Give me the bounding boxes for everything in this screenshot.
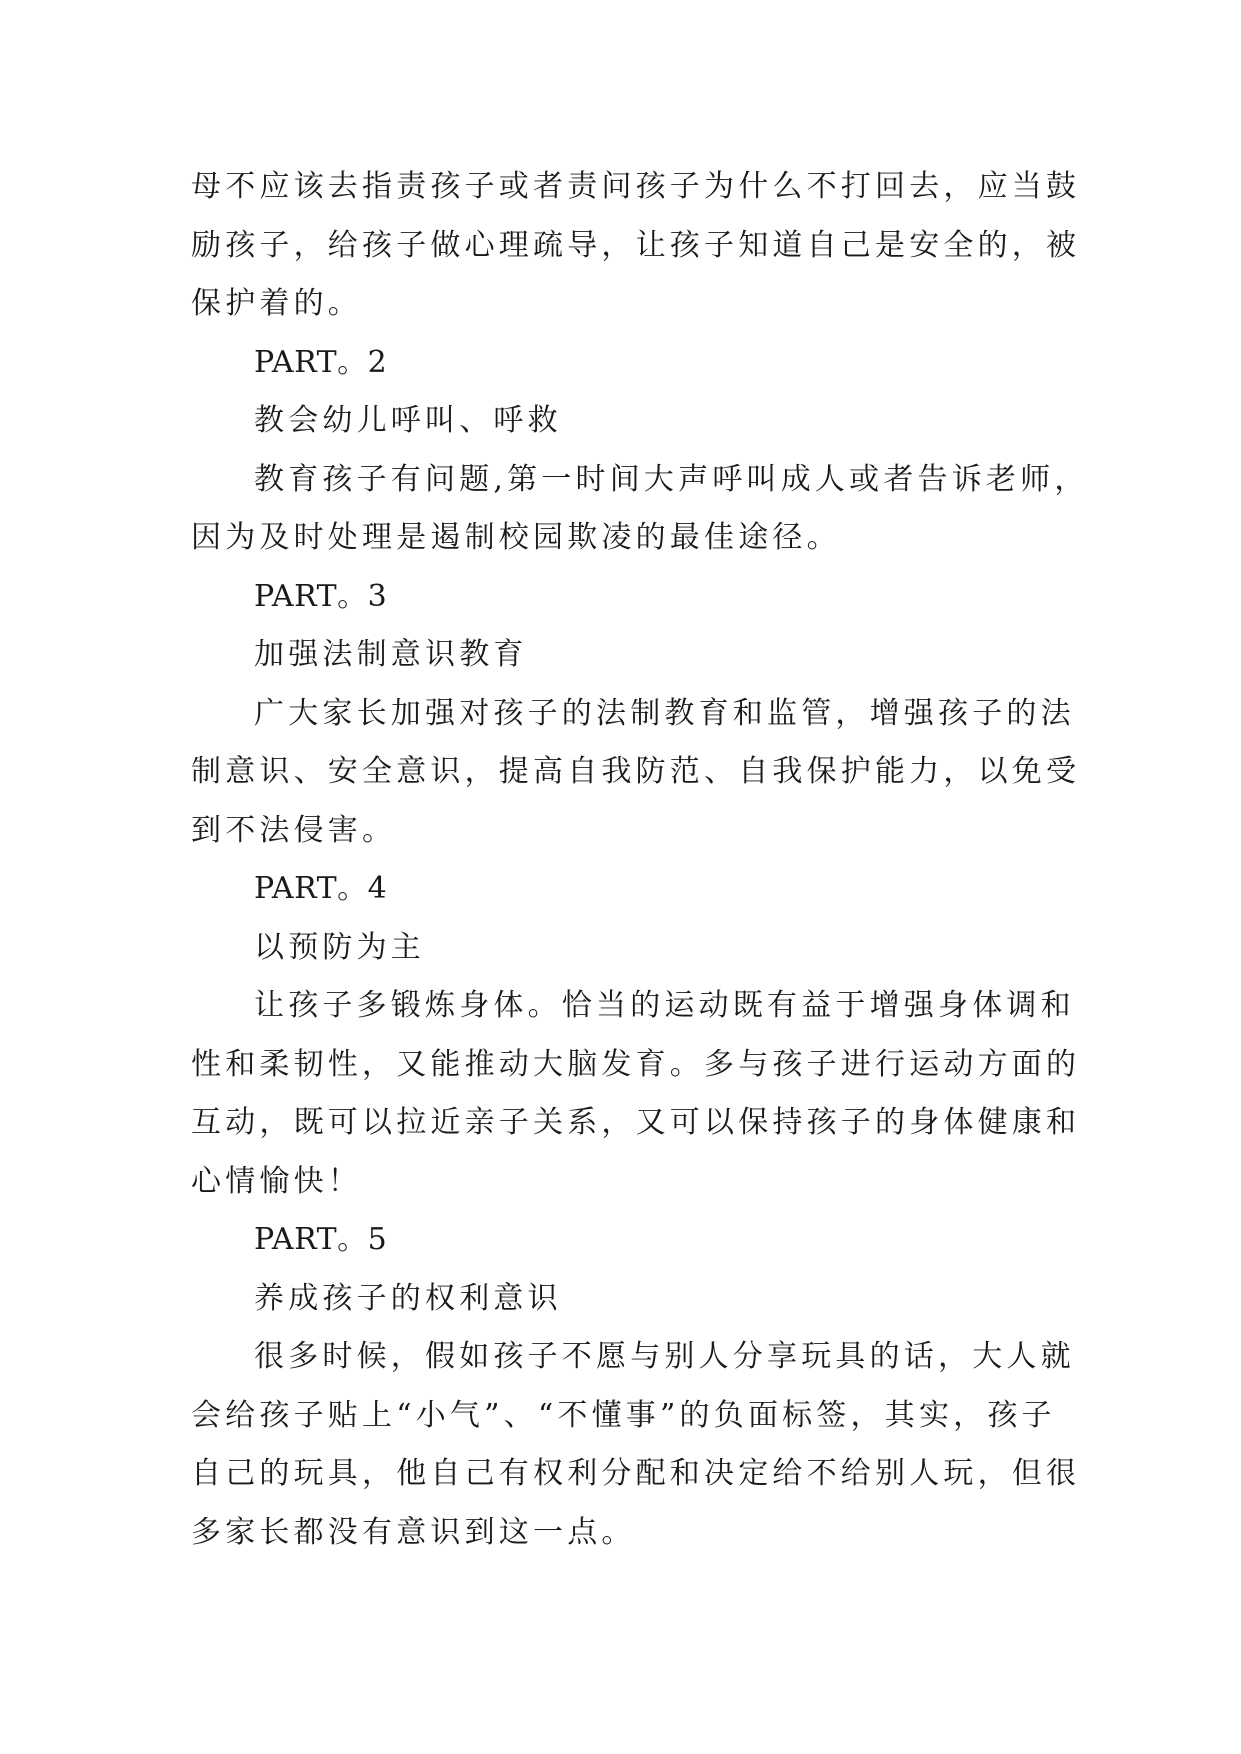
section-number: PART。4 — [254, 871, 388, 906]
paragraph-line: 母不应该去指责孩子或者责问孩子为什么不打回去，应当鼓 — [191, 169, 1081, 204]
paragraph-line: 心情愉快！ — [191, 1163, 362, 1199]
paragraph-line: 励孩子，给孩子做心理疏导，让孩子知道自己是安全的，被 — [191, 227, 1081, 263]
paragraph-line: 性和柔韧性，又能推动大脑发育。多与孩子进行运动方面的 — [191, 1046, 1081, 1082]
section-heading: 教会幼儿呼叫、呼救 — [254, 403, 562, 438]
section-number: PART。5 — [254, 1222, 388, 1257]
paragraph-line: 让孩子多锻炼身体。恰当的运动既有益于增强身体调和 — [254, 988, 1075, 1023]
section-number: PART。2 — [254, 344, 388, 380]
paragraph-line: 自己的玩具，他自己有权利分配和决定给不给别人玩，但很 — [191, 1456, 1081, 1491]
paragraph-line: 多家长都没有意识到这一点。 — [191, 1514, 636, 1550]
paragraph-line: 到不法侵害。 — [191, 812, 397, 848]
paragraph-line: 保护着的。 — [191, 286, 362, 321]
paragraph-line: 制意识、安全意识，提高自我防范、自我保护能力，以免受 — [191, 754, 1081, 789]
paragraph-line: 会给孩子贴上“小气”、“不懂事”的负面标签，其实，孩子 — [191, 1397, 1056, 1433]
paragraph-line: 因为及时处理是遏制校园欺凌的最佳途径。 — [191, 520, 841, 555]
section-heading: 养成孩子的权利意识 — [254, 1280, 562, 1316]
paragraph-line: 教育孩子有问题,第一时间大声呼叫成人或者告诉老师， — [254, 461, 1089, 497]
paragraph-line: 很多时候，假如孩子不愿与别人分享玩具的话，大人就 — [254, 1339, 1075, 1374]
paragraph-line: 互动，既可以拉近亲子关系，又可以保持孩子的身体健康和 — [191, 1105, 1081, 1140]
section-heading: 以预防为主 — [254, 929, 425, 965]
document-page — [191, 158, 1089, 1562]
section-heading: 加强法制意识教育 — [254, 637, 528, 672]
section-number: PART。3 — [254, 578, 388, 614]
paragraph-line: 广大家长加强对孩子的法制教育和监管，增强孩子的法 — [254, 695, 1075, 731]
